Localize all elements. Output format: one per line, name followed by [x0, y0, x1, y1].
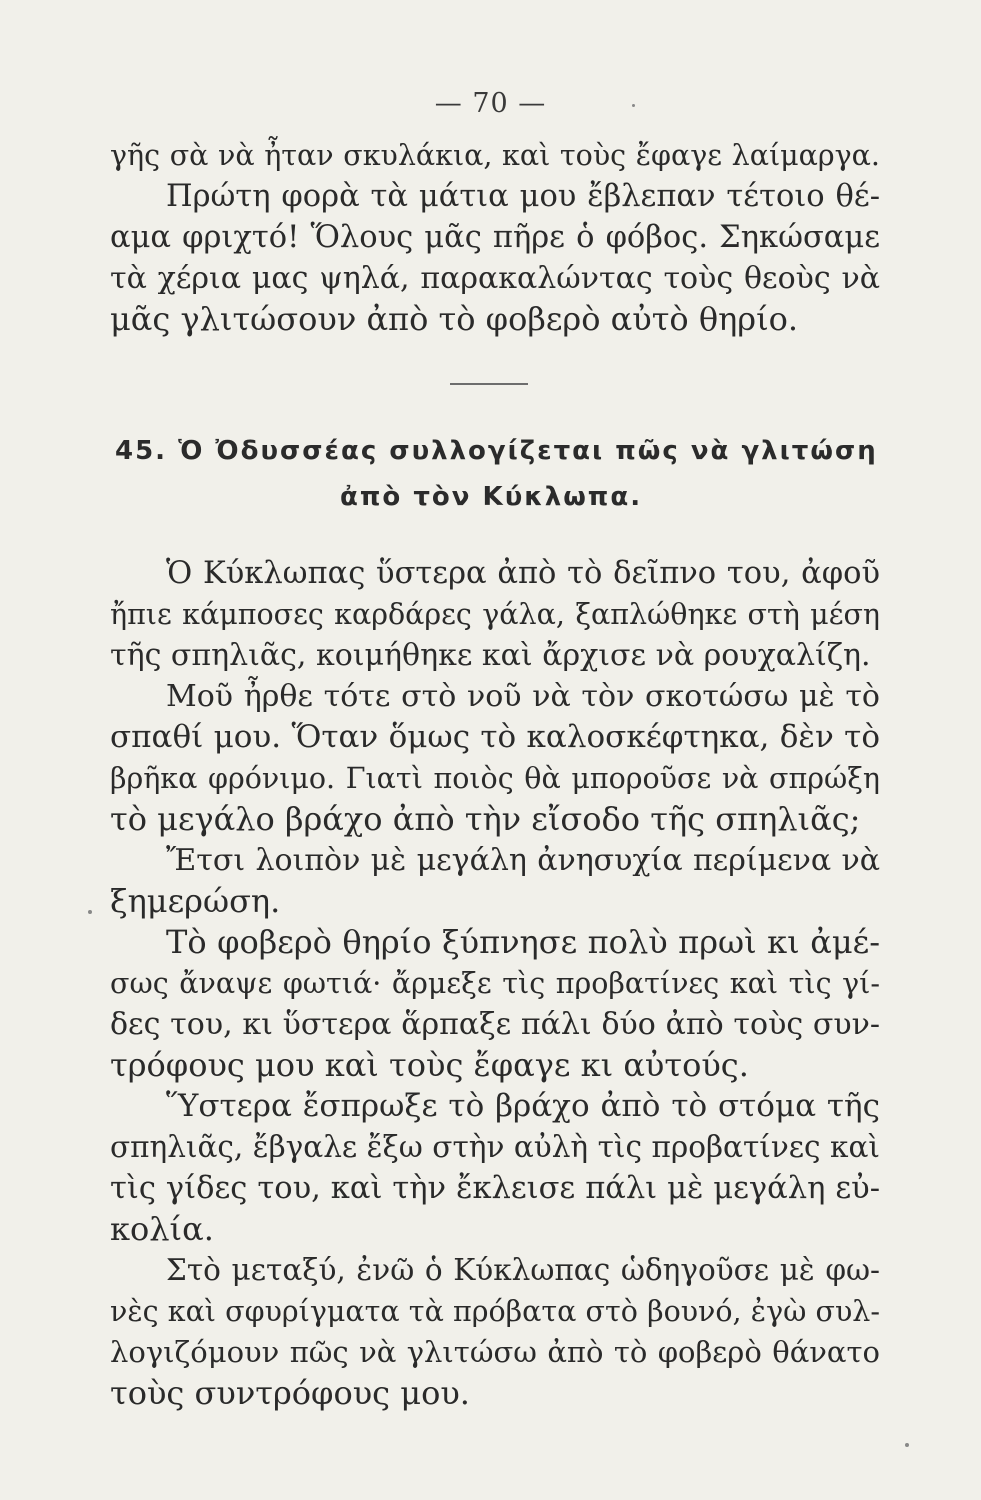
text-line: Τὸ φοβερὸ θηρίο ξύπνησε πολὺ πρωὶ κι ἀμέ-: [166, 923, 880, 961]
paragraph: [110, 1086, 880, 1250]
paper-speck: [632, 104, 635, 107]
paragraph: [110, 922, 880, 1086]
text-line: Ὁ Κύκλωπας ὕστερα ἀπὸ τὸ δεῖπνο του, ἀφοῦ: [166, 556, 880, 591]
text-line: κολία.: [110, 1210, 214, 1248]
text-line: αμα φριχτό! Ὅλους μᾶς πῆρε ὁ φόβος. Σηκώσαμε: [110, 220, 880, 255]
text-line: σως ἄναψε φωτιά· ἄρμεξε τὶς προβατίνες καὶ τὶς γί-: [110, 967, 880, 1000]
text-line: Στὸ μεταξύ, ἐνῶ ὁ Κύκλωπας ὡδηγοῦσε μὲ φω-: [166, 1253, 880, 1287]
text-line: δες του, κι ὕστερα ἅρπαξε πάλι δύο ἀπὸ τοὺς συν-: [110, 1007, 880, 1042]
paragraph: [110, 840, 880, 922]
section-heading: [115, 428, 905, 520]
text-line: Ὕστερα ἔσπρωξε τὸ βράχο ἀπὸ τὸ στόμα τῆς: [166, 1088, 880, 1124]
text-line: τὸ μεγάλο βράχο ἀπὸ τὴν εἴσοδο τῆς σπηλιᾶς;: [110, 800, 861, 838]
text-line: τὶς γίδες του, καὶ τὴν ἔκλεισε πάλι μὲ μεγάλη εὐ-: [110, 1171, 880, 1206]
text-line: τῆς σπηλιᾶς, κοιμήθηκε καὶ ἄρχισε νὰ ρουχαλίζη.: [110, 638, 871, 673]
paper-speck: [905, 1443, 909, 1447]
heading-line: ἀπὸ τὸν Κύκλωπα.: [340, 482, 643, 512]
text-line: Πρώτη φορὰ τὰ μάτια μου ἔβλεπαν τέτοιο θέ-: [166, 179, 880, 214]
section-divider: [450, 383, 528, 385]
paragraph: [110, 676, 880, 840]
paper-speck: [88, 910, 92, 914]
text-line: Μοῦ ἦρθε τότε στὸ νοῦ νὰ τὸν σκοτώσω μὲ τὸ: [166, 679, 880, 714]
text-line: λογιζόμουν πῶς νὰ γλιτώσω ἀπὸ τὸ φοβερὸ θάνατο: [110, 1335, 880, 1369]
text-line: τὰ χέρια μας ψηλά, παρακαλώντας τοὺς θεοὺς νὰ: [110, 261, 880, 296]
text-line: τρόφους μου καὶ τοὺς ἔφαγε κι αὐτούς.: [110, 1046, 749, 1084]
text-line: σπηλιᾶς, ἔβγαλε ἔξω στὴν αὐλὴ τὶς προβατίνες καὶ: [110, 1130, 880, 1164]
text-line: ἤπιε κάμποσες καρδάρες γάλα, ξαπλώθηκε στὴ μέση: [110, 598, 880, 631]
text-line: ξημερώση.: [110, 882, 281, 920]
text-line: γῆς σὰ νὰ ἦταν σκυλάκια, καὶ τοὺς ἔφαγε λαίμαργα.: [110, 139, 880, 172]
text-line: μᾶς γλιτώσουν ἀπὸ τὸ φοβερὸ αὐτὸ θηρίο.: [110, 300, 799, 338]
text-line: βρῆκα φρόνιμο. Γιατὶ ποιὸς θὰ μποροῦσε νὰ σπρώξη: [110, 762, 880, 795]
text-line: σπαθί μου. Ὅταν ὅμως τὸ καλοσκέφτηκα, δὲν τὸ: [110, 719, 880, 755]
text-line: τοὺς συντρόφους μου.: [110, 1374, 470, 1412]
paragraph-continuation: [110, 135, 880, 340]
text-line: Ἔτσι λοιπὸν μὲ μεγάλη ἀνησυχία περίμενα νὰ: [166, 843, 880, 878]
heading-line: 45. Ὁ Ὀδυσσέας συλλογίζεται πῶς νὰ γλιτώση: [115, 436, 878, 466]
paragraph: [110, 553, 880, 676]
text-line: νὲς καὶ σφυρίγματα τὰ πρόβατα στὸ βουνό, ἐγὼ συλ-: [110, 1295, 880, 1328]
paragraph: [110, 1250, 880, 1414]
page-number: — 70 —: [434, 88, 547, 119]
